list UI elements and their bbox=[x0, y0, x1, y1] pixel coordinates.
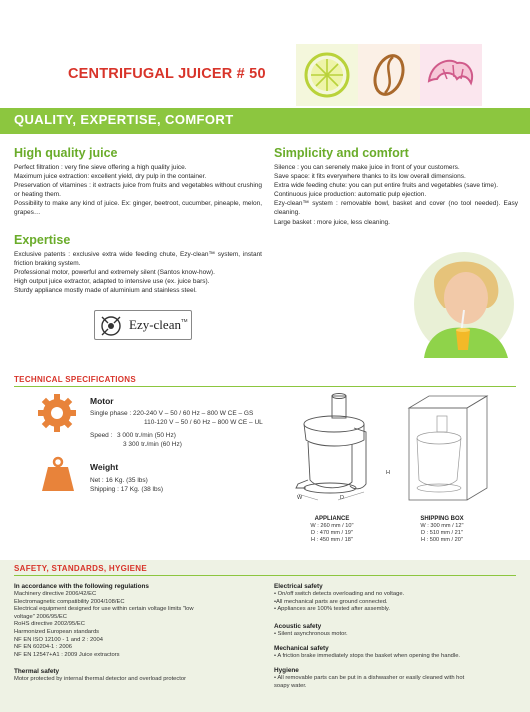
expertise-text bbox=[14, 250, 262, 295]
safety-divider bbox=[14, 575, 516, 576]
appliance-dim-w: W : 260 mm / 10'' bbox=[310, 523, 354, 529]
appliance-drawing bbox=[288, 392, 384, 506]
quality-text bbox=[14, 163, 262, 218]
weight-title: Weight bbox=[90, 462, 119, 472]
quality-line: Maximum juice extraction: excellent yield, dry pulp in the container. bbox=[14, 173, 207, 181]
quality-line: Perfect filtration : very fine sieve offering a high quality juice. bbox=[14, 164, 187, 171]
tagline: QUALITY, EXPERTISE, COMFORT bbox=[14, 112, 234, 127]
acoustic-text: • Silent asynchronous motor. bbox=[274, 631, 348, 637]
expertise-line: Professional motor, powerful and extremely silent (Santos know-how). bbox=[14, 269, 215, 277]
expertise-line: High output juice extractor, adapted to intensive use (ex. juice bars). bbox=[14, 278, 210, 286]
expertise-heading: Expertise bbox=[14, 233, 71, 247]
electrical-text: • On/off switch detects overloading and no voltage. •All mechanical parts are ground connected. • Appliances are 100% tested after assembly. bbox=[274, 591, 405, 613]
d-axis-label: D bbox=[340, 495, 344, 501]
single-phase-value-2: 110-120 V – 50 / 60 Hz – 800 W CE – UL bbox=[144, 419, 263, 426]
ezy-clean-tm: TM bbox=[180, 318, 188, 323]
simplicity-line: Ezy-clean™ system : removable bowl, basket and cover (no tool needed). Easy cleaning. bbox=[274, 200, 518, 217]
w-axis-label: W bbox=[297, 495, 303, 501]
speed-value-1: 3 000 tr./min (50 Hz) bbox=[117, 432, 176, 439]
weight-shipping: Shipping : 17 Kg. (38 lbs) bbox=[90, 486, 163, 493]
header-icons bbox=[296, 44, 482, 106]
appliance-dim-d: D : 470 mm / 19'' bbox=[311, 530, 353, 536]
h-axis-label: H bbox=[386, 470, 390, 476]
speed-value-2: 3 300 tr./min (60 Hz) bbox=[123, 441, 182, 448]
thermal-text: Motor protected by internal thermal detector and overload protector bbox=[14, 676, 187, 682]
box-dim-w: W : 300 mm / 12'' bbox=[420, 523, 464, 529]
simplicity-line: Large basket : more juice, less cleaning. bbox=[274, 218, 390, 226]
simplicity-line: Extra wide feeding chute: you can put entire fruits and vegetables (save time). bbox=[274, 182, 499, 190]
hygiene-text: • All removable parts can be put in a dishwasher or easily cleaned with hot soapy water. bbox=[274, 675, 465, 689]
ezy-clean-badge bbox=[94, 310, 192, 340]
motor-title: Motor bbox=[90, 396, 114, 406]
hygiene-title: Hygiene bbox=[274, 667, 299, 674]
speed-label: Speed : bbox=[90, 432, 113, 439]
weight-icon bbox=[38, 455, 78, 495]
appliance-dim-h: H : 450 mm / 18'' bbox=[311, 537, 353, 543]
expertise-line: Sturdy appliance mostly made of aluminium and stainless steel. bbox=[14, 287, 197, 295]
motor-gear-icon bbox=[36, 392, 78, 434]
lemon-slice-icon bbox=[296, 44, 358, 106]
box-dim-d: D : 510 mm / 21'' bbox=[421, 530, 463, 536]
safety-heading: SAFETY, STANDARDS, HYGIENE bbox=[14, 564, 147, 573]
box-dim-h: H : 500 mm / 20'' bbox=[421, 537, 463, 543]
regs-list: Machinery directive 2006/42/EC Electromagnetic compatibility 2004/108/EC Electrical equipment designed for use within certain voltage limits "low voltage" 2006/95/EC RoHS directive 2002/95/EC Harmonized European standards NF EN ISO 12100 - 1 and 2 : 2004 NF EN 60204-1 : 2006 NF EN 12547+A1 : 2009 Juice extractors bbox=[14, 591, 194, 658]
thermal-title: Thermal safety bbox=[14, 668, 60, 675]
appliance-dimensions bbox=[290, 516, 374, 544]
electrical-title: Electrical safety bbox=[274, 583, 323, 590]
shipping-box-dimensions bbox=[398, 516, 486, 544]
simplicity-line: Silence : you can serenely make juice in front of your customers. bbox=[274, 164, 460, 171]
acoustic-title: Acoustic safety bbox=[274, 623, 322, 630]
tech-heading: TECHNICAL SPECIFICATIONS bbox=[14, 375, 137, 384]
single-phase-value-1: 220-240 V – 50 / 60 Hz – 800 W CE – GS bbox=[133, 410, 254, 417]
ezy-clean-text: Ezy-clean bbox=[129, 317, 181, 332]
mechanical-text: • A friction brake immediately stops the basket when opening the handle. bbox=[274, 653, 461, 659]
regs-title: In accordance with the following regulations bbox=[14, 583, 149, 590]
simplicity-line: Save space: it fits everywhere thanks to its low overall dimensions. bbox=[274, 173, 466, 181]
simplicity-text bbox=[274, 163, 518, 227]
shipping-box-drawing bbox=[395, 390, 495, 508]
simplicity-line: Continuous juice production: automatic pulp ejection. bbox=[274, 191, 427, 199]
box-dim-title: SHIPPING BOX bbox=[420, 516, 464, 522]
single-phase-label: Single phase : bbox=[90, 410, 132, 417]
tech-divider bbox=[14, 386, 516, 387]
expertise-line: Exclusive patents : exclusive extra wide feeding chute, Ezy-clean™ system, instant friction braking system. bbox=[14, 251, 262, 268]
quality-line: Possibility to make any kind of juice. Ex: ginger, beetroot, cucumber, pineaple, melon, grapes… bbox=[14, 200, 262, 217]
ezy-clean-logo-icon bbox=[99, 313, 125, 337]
mechanical-title: Mechanical safety bbox=[274, 645, 329, 652]
weight-net: Net : 16 Kg. (35 lbs) bbox=[90, 477, 148, 484]
page-title: CENTRIFUGAL JUICER # 50 bbox=[68, 66, 266, 82]
woman-drinking-juice-photo bbox=[404, 246, 522, 358]
appliance-dim-title: APPLIANCE bbox=[314, 516, 350, 522]
coffee-bean-icon bbox=[358, 44, 420, 106]
quality-line: Preservation of vitamines : it extracts juice from fruits and vegetables without crushing or heating them. bbox=[14, 182, 262, 199]
simplicity-heading: Simplicity and comfort bbox=[274, 146, 409, 160]
croissant-icon bbox=[420, 44, 482, 106]
quality-heading: High quality juice bbox=[14, 146, 118, 160]
